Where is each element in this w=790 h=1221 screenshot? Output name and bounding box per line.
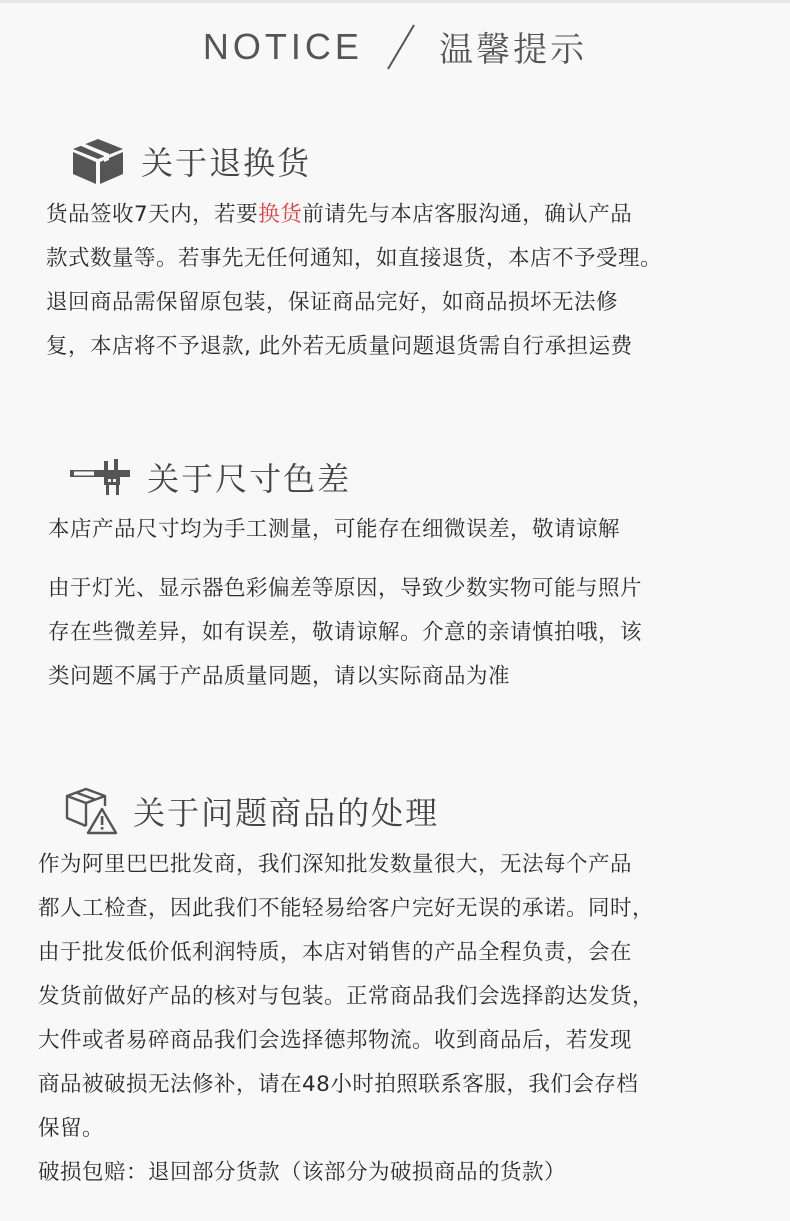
text-line: 都人工检查，因此我们不能轻易给客户完好无误的承诺。同时， <box>38 896 655 921</box>
text-line: 作为阿里巴巴批发商，我们深知批发数量很大，无法每个产品 <box>38 852 633 877</box>
text-line: 存在些微差异，如有误差，敬请谅解。介意的亲请慎拍哦，该 <box>48 620 643 645</box>
slash-divider <box>386 23 416 71</box>
text-line: 破损包赔：退回部分货款（该部分为破损商品的货款） <box>38 1160 567 1185</box>
text-line: 款式数量等。若事先无任何通知，如直接退货，本店不予受理。 <box>46 246 663 271</box>
notice-header <box>0 22 790 78</box>
text-line: 由于批发低价低利润特质，本店对销售的产品全程负责，会在 <box>38 940 633 965</box>
box-icon <box>70 136 126 186</box>
text-line: 发货前做好产品的核对与包装。正常商品我们会选择韵达发货， <box>38 984 655 1009</box>
section-title-size <box>68 454 351 504</box>
text-line: 复，本店将不予退款, 此外若无质量问题退货需自行承担运费 <box>46 334 633 359</box>
notice-title-en: NOTICE <box>202 25 363 67</box>
text-segment: 前请先与本店客服沟通，确认产品 <box>302 202 633 227</box>
damaged-box-warning-icon <box>64 786 118 836</box>
section-title-returns <box>70 136 311 186</box>
text-line: 退回商品需保留原包装，保证商品完好，如商品损坏无法修 <box>46 290 619 315</box>
problem-goods-paragraph <box>38 843 654 1195</box>
size-paragraph-1 <box>48 508 620 552</box>
text-line <box>46 193 662 237</box>
section-title-problem-goods <box>64 786 439 836</box>
text-line: 大件或者易碎商品我们会选择德邦物流。收到商品后，若发现 <box>38 1028 633 1053</box>
text-line: 保留。 <box>38 1116 105 1141</box>
text-line: 本店产品尺寸均为手工测量，可能存在细微误差，敬请谅解 <box>48 517 621 542</box>
section-title-label: 关于退换货 <box>141 144 312 182</box>
notice-title-cn: 温馨提示 <box>439 30 588 70</box>
text-line: 由于灯光、显示器色彩偏差等原因，导致少数实物可能与照片 <box>48 576 643 601</box>
section-title-label: 关于尺寸色差 <box>147 460 352 498</box>
text-line: 商品被破损无法修补，请在48小时拍照联系客服，我们会存档 <box>38 1072 639 1097</box>
top-divider <box>0 0 790 3</box>
highlight-text: 换货 <box>258 202 303 227</box>
text-line: 类问题不属于产品质量同题，请以实际商品为准 <box>48 664 511 689</box>
caliper-icon <box>68 457 132 497</box>
section-title-label: 关于问题商品的处理 <box>133 794 440 832</box>
size-paragraph-2 <box>48 567 642 699</box>
text-segment: 货品签收7天内，若要 <box>46 202 259 227</box>
returns-paragraph <box>46 193 662 369</box>
